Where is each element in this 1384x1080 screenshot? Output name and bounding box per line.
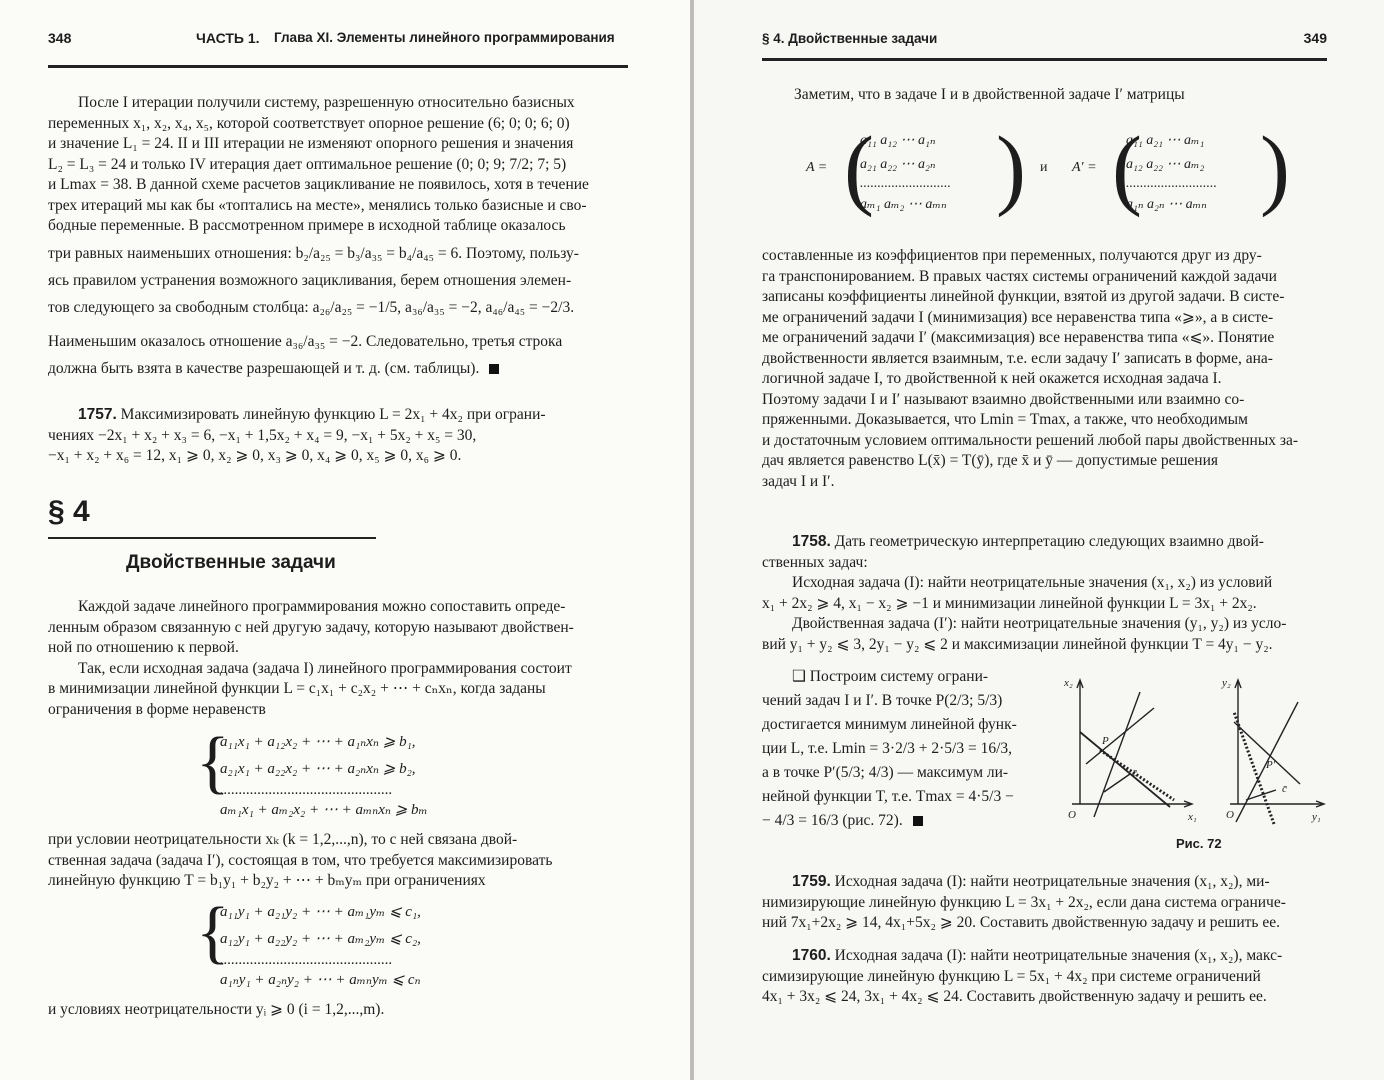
matrix-row: a₁₁ a₂₁ ⋯ aₘ₁ bbox=[1126, 133, 1205, 148]
text-line: ленным образом связанную с ней другую задачу, которую называют двойствен- bbox=[48, 618, 574, 636]
constraint-system-primal bbox=[220, 729, 428, 824]
formula-line: a₁₂y₁ + a₂₂y₂ + ⋯ + aₘ₂yₘ ⩽ c₂, bbox=[220, 931, 421, 947]
constraint-line bbox=[1094, 692, 1140, 817]
problem-1758 bbox=[762, 532, 1327, 655]
matrix-row: aₘ₁ aₘ₂ ⋯ aₘₙ bbox=[860, 197, 947, 212]
text-line: Двойственная задача (I′): найти неотрицательные значения (y₁, y₂) из усло- bbox=[792, 615, 1287, 632]
text-line: 4x₁ + 3x₂ ⩽ 24, 3x₁ + 4x₂ ⩽ 24. Составить двойственную задачу и решить ее. bbox=[762, 988, 1267, 1005]
problem-number: 1759. bbox=[792, 873, 831, 890]
text-line: логичной задаче I, то двойственной к ней окажется исходная задача I. bbox=[762, 370, 1222, 387]
text-line: при условии неотрицательности xₖ (k = 1,2,...,n), то с ней связана двой- bbox=[48, 831, 518, 848]
text-line: ний 7x₁+2x₂ ⩾ 14, 4x₁+5x₂ ⩾ 20. Составить двойственную задачу и решить ее. bbox=[762, 914, 1281, 931]
axis-label: x₂ bbox=[1064, 677, 1073, 689]
solution-1758 bbox=[762, 665, 1052, 833]
section-title: Двойственные задачи bbox=[126, 552, 336, 573]
text-line: нимизирующие линейную функцию L = 3x₁ + 2x₂, если дана система ограниче- bbox=[762, 893, 1286, 911]
matrix-row: a₁₁ a₁₂ ⋯ a₁ₙ bbox=[860, 133, 936, 148]
text-line: Максимизировать линейную функцию L = 2x₁ + 4x₂ при ограни- bbox=[120, 406, 546, 423]
text-line: ме ограничений задачи I′ (максимизация) все неравенства типа «⩽». Понятие bbox=[762, 329, 1275, 346]
section-rule bbox=[48, 537, 376, 539]
vector-label: c̄ bbox=[1282, 783, 1287, 795]
origin-label: O bbox=[1068, 809, 1076, 821]
text-line: в минимизации линейной функции L = c₁x₁ + c₂x₂ + ⋯ + cₙxₙ, когда заданы bbox=[48, 680, 546, 697]
formula-line: a₁ₙy₁ + a₂ₙy₂ + ⋯ + aₘₙyₘ ⩽ cₙ bbox=[220, 972, 421, 988]
section-number: § 4 bbox=[48, 495, 90, 528]
matrix-row: .......................... bbox=[1126, 176, 1217, 191]
text-line: Каждой задаче линейного программирования можно сопоставить опреде- bbox=[78, 598, 566, 615]
text-line: x₁ + 2x₂ ⩾ 4, x₁ − x₂ ⩾ −1 и минимизации линейной функции L = 3x₁ + 2x₂. bbox=[762, 594, 1257, 612]
text-line: чениях −2x₁ + x₂ + x₃ = 6, −x₁ + 1,5x₂ + x₄ = 9, −x₁ + 5x₂ + x₅ = 30, bbox=[48, 426, 477, 444]
paragraph-iterations bbox=[48, 93, 628, 380]
text-line: записаны коэффициенты линейной функции, взятой из другой задачи. В систе- bbox=[762, 288, 1285, 305]
text-line: Исходная задача (I): найти неотрицательные значения (x₁, x₂), ми- bbox=[834, 873, 1270, 890]
text-line: ственных задач: bbox=[762, 553, 868, 571]
matrix-row: a₂₁ a₂₂ ⋯ a₂ₙ bbox=[860, 157, 936, 172]
point-label: P bbox=[1102, 735, 1109, 747]
text-line: задач I и I′. bbox=[762, 472, 835, 490]
constraint-system-dual bbox=[220, 899, 421, 994]
matrix-a-label: A = bbox=[806, 160, 828, 175]
formula-line: .............................................. bbox=[220, 782, 393, 798]
header-section: § 4. Двойственные задачи bbox=[762, 31, 938, 46]
qed-square-icon bbox=[913, 816, 923, 826]
text-line: нейной функции T, т.е. Tmax = 4·5/3 − bbox=[762, 788, 1014, 805]
text-line: чений задач I и I′. В точке P(2/3; 5/3) bbox=[762, 692, 1003, 709]
text-line: переменных x₁, x₂, x₄, x₅, которой соответствует опорное решение (6; 0; 0; 6; 0) bbox=[48, 114, 570, 132]
vector-label: c̄ bbox=[1132, 767, 1137, 779]
problem-1757 bbox=[48, 405, 628, 467]
text-line: −x₁ + x₂ + x₆ = 12, x₁ ⩾ 0, x₂ ⩾ 0, x₃ ⩾ 0, x₄ ⩾ 0, x₅ ⩾ 0, x₆ ⩾ 0. bbox=[48, 447, 462, 464]
text-line: ции L, т.е. Lmin = 3·2/3 + 2·5/3 = 16/3, bbox=[762, 740, 1013, 757]
text-line: дач является равенство L(x̄) = T(ȳ), где x̄ и ȳ — допустимые решения bbox=[762, 452, 1219, 469]
text-line: а в точке P′(5/3; 4/3) — максимум ли- bbox=[762, 764, 1009, 781]
axis-label: x₁ bbox=[1188, 811, 1197, 823]
and-word: и bbox=[1040, 160, 1048, 175]
paragraph-nonneg: и условиях неотрицательности yᵢ ⩾ 0 (i = 1,2,...,m). bbox=[48, 1001, 385, 1018]
text-line: линейную функцию T = b₁y₁ + b₂y₂ + ⋯ + bₘyₘ при ограничениях bbox=[48, 872, 486, 889]
origin-label: O bbox=[1226, 809, 1234, 821]
problem-1759 bbox=[762, 872, 1327, 934]
right-page bbox=[694, 0, 1384, 1080]
text-line: Наименьшим оказалось отношение a₃₆/a₃₅ = −2. Следовательно, третья строка bbox=[48, 333, 563, 350]
figure-72-graphs bbox=[1060, 672, 1330, 832]
constraint-line bbox=[1234, 722, 1300, 784]
problem-number: 1758. bbox=[792, 533, 831, 550]
text-line: достигается минимум линейной функ- bbox=[762, 716, 1017, 733]
text-line: Дать геометрическую интерпретацию следующих взаимно двой- bbox=[834, 533, 1264, 550]
qed-square-icon bbox=[489, 364, 499, 374]
formula-line: a₂₁x₁ + a₂₂x₂ + ⋯ + a₂ₙxₙ ⩾ b₂, bbox=[220, 761, 416, 777]
figure-caption: Рис. 72 bbox=[1176, 836, 1222, 851]
right-header bbox=[762, 30, 1327, 56]
text-line: трех итераций мы как бы «топтались на месте», менялись только базисные и сво- bbox=[48, 196, 587, 214]
brace-icon: { bbox=[196, 894, 230, 971]
header-rule bbox=[48, 65, 628, 68]
gradient-vector bbox=[1104, 774, 1130, 792]
brace-icon: { bbox=[196, 724, 230, 801]
text-line: После I итерации получили систему, разрешенную относительно базисных bbox=[78, 94, 575, 111]
paragraph-dual-def bbox=[48, 830, 628, 892]
text-line: три равных наименьших отношения: b₂/a₂₅ = b₃/a₃₅ = b₄/a₄₅ = 6. Поэтому, пользу- bbox=[48, 244, 579, 262]
problem-number: 1760. bbox=[792, 947, 831, 964]
formula-line: a₁₁y₁ + a₂₁y₂ + ⋯ + aₘ₁yₘ ⩽ c₁, bbox=[220, 904, 421, 920]
problem-1760 bbox=[762, 946, 1327, 1008]
page-number: 348 bbox=[48, 30, 72, 46]
paragraph-dual-intro bbox=[48, 597, 628, 720]
text-line: тов следующего за свободным столбца: a₂₆/a₂₅ = −1/5, a₃₆/a₃₅ = −2, a₄₆/a₄₅ = −2/3. bbox=[48, 299, 575, 316]
text-line: ной по отношению к первой. bbox=[48, 639, 239, 656]
header-part: ЧАСТЬ 1. bbox=[196, 30, 260, 46]
text-line: Так, если исходная задача (задача I) линейного программирования состоит bbox=[78, 659, 572, 677]
formula-line: a₁₁x₁ + a₁₂x₂ + ⋯ + a₁ₙxₙ ⩾ b₁, bbox=[220, 734, 416, 750]
formula-line: .............................................. bbox=[220, 952, 393, 968]
text-line: ясь правилом устранения возможного зацикливания, берем отношения элемен- bbox=[48, 271, 572, 289]
text-line: ограничения в форме неравенств bbox=[48, 700, 266, 718]
text-line: L₂ = L₃ = 24 и только IV итерация дает оптимальное решение (0; 0; 9; 7/2; 7; 5) bbox=[48, 155, 567, 173]
header-chapter: Глава XI. Элементы линейного программирования bbox=[274, 30, 615, 45]
text-line: вий y₁ + y₂ ⩽ 3, 2y₁ − y₂ ⩽ 2 и максимизации линейной функции T = 4y₁ − y₂. bbox=[762, 635, 1273, 653]
axis-label: y₂ bbox=[1222, 677, 1231, 689]
text-line: Поэтому задачи I и I′ называют взаимно двойственными или взаимно со- bbox=[762, 390, 1245, 408]
matrix-row: a₁₂ a₂₂ ⋯ aₘ₂ bbox=[1126, 157, 1205, 172]
text-line: ственная задача (задача I′), состоящая в том, что требуется максимизировать bbox=[48, 851, 553, 869]
text-line: бодные переменные. В рассмотренном примере в исходной таблице оказалось bbox=[48, 217, 566, 234]
page-number: 349 bbox=[1303, 30, 1327, 46]
constraint-line bbox=[1080, 732, 1170, 807]
text-line: га транспонированием. В правых частях системы ограничений каждой задачи bbox=[762, 267, 1277, 285]
matrix-row: a₁ₙ a₂ₙ ⋯ aₘₙ bbox=[1126, 197, 1207, 212]
paren-right-icon: ) bbox=[996, 119, 1026, 218]
text-line: составленные из коэффициентов при переменных, получаются друг из дру- bbox=[762, 247, 1262, 264]
constraint-line bbox=[1086, 708, 1154, 764]
paren-left-icon: ( bbox=[1112, 119, 1142, 218]
text-line: ❑ Построим систему ограни- bbox=[792, 668, 989, 685]
text-line: и Lmax = 38. В данной схеме расчетов зацикливание не появилось, хотя в течение bbox=[48, 176, 589, 193]
text-line: двойственности является взаимным, т.е. если задачу I′ записать в форме, ана- bbox=[762, 349, 1273, 367]
feasible-hatch bbox=[1100, 750, 1174, 800]
paren-right-icon: ) bbox=[1260, 119, 1290, 218]
paren-left-icon: ( bbox=[844, 119, 874, 218]
left-page bbox=[0, 0, 690, 1080]
paragraph-transpose bbox=[762, 246, 1327, 492]
text-line: Исходная задача (I): найти неотрицательные значения (x₁, x₂) из условий bbox=[792, 574, 1273, 591]
axis-label: y₁ bbox=[1312, 811, 1321, 823]
text-line: должна быть взята в качестве разрешающей и т. д. (см. таблицы). bbox=[48, 360, 480, 377]
text-line: и достаточным условием оптимальности решений любой пары двойственных за- bbox=[762, 431, 1299, 449]
left-header bbox=[48, 30, 628, 56]
text-line: ме ограничений задачи I (минимизация) все неравенства типа «⩾», а в систе- bbox=[762, 308, 1274, 326]
problem-number: 1757. bbox=[78, 406, 117, 423]
text-line: Исходная задача (I): найти неотрицательные значения (x₁, x₂), макс- bbox=[834, 947, 1283, 964]
matrix-row: .......................... bbox=[860, 176, 951, 191]
matrix-intro: Заметим, что в задаче I и в двойственной задаче I′ матрицы bbox=[794, 86, 1185, 103]
matrix-at-label: A′ = bbox=[1072, 160, 1097, 175]
text-line: − 4/3 = 16/3 (рис. 72). bbox=[762, 812, 903, 829]
header-rule bbox=[762, 58, 1327, 61]
text-line: и значение L₁ = 24. II и III итерации не изменяют опорного решения и значения bbox=[48, 135, 574, 152]
text-line: симизирующие линейную функцию L = 5x₁ + 4x₂ при системе ограничений bbox=[762, 967, 1261, 985]
point-label: P′ bbox=[1266, 759, 1276, 771]
formula-line: aₘ₁x₁ + aₘ₂x₂ + ⋯ + aₘₙxₙ ⩾ bₘ bbox=[220, 802, 428, 818]
text-line: пряженными. Доказывается, что Lmin = Tmax, а также, что необходимым bbox=[762, 411, 1248, 428]
